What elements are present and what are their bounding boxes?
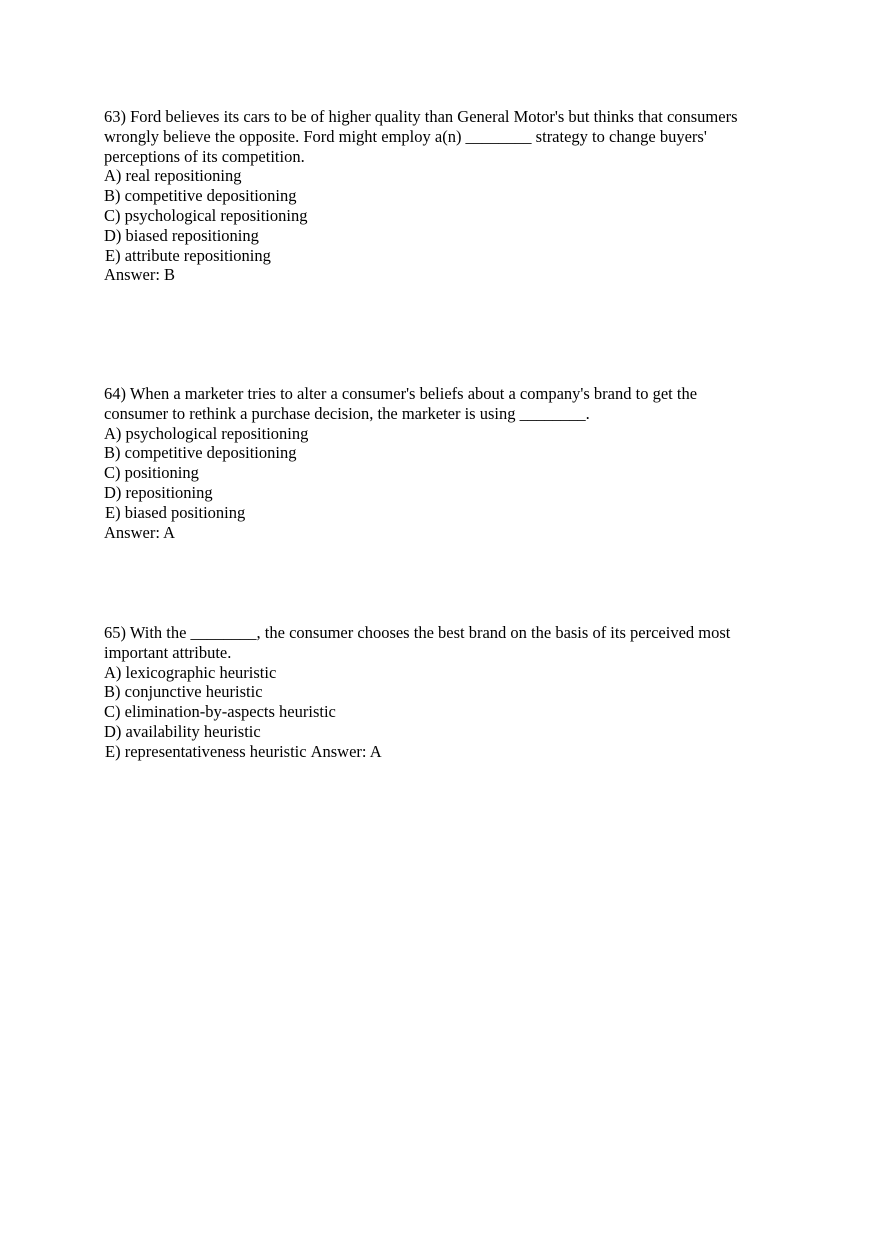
stem-line: 64) When a marketer tries to alter a consumer's beliefs about a company's brand to get the xyxy=(104,384,698,403)
option-d: D) availability heuristic xyxy=(104,721,261,741)
option-b: B) competitive depositioning xyxy=(104,186,297,206)
question-stem xyxy=(104,107,784,166)
option-a: A) lexicographic heuristic xyxy=(104,662,277,682)
option-b: B) conjunctive heuristic xyxy=(104,682,263,702)
option-c: C) psychological repositioning xyxy=(104,205,308,225)
option-e: E) representativeness heuristic xyxy=(105,741,307,761)
option-b: B) competitive depositioning xyxy=(104,443,297,463)
option-e: E) biased positioning xyxy=(105,502,246,522)
question-stem xyxy=(104,384,784,424)
question-65 xyxy=(104,623,784,762)
option-a: A) psychological repositioning xyxy=(104,423,309,443)
answer-line: Answer: A xyxy=(310,741,382,761)
option-e-with-answer xyxy=(104,742,784,762)
stem-line: important attribute. xyxy=(104,642,232,662)
stem-line: 63) Ford believes its cars to be of higher quality than General Motor's but thinks that consumers xyxy=(104,107,738,126)
option-d: D) repositioning xyxy=(104,482,213,502)
stem-line: wrongly believe the opposite. Ford might employ a(n) ________ strategy to change buyers' xyxy=(104,126,707,146)
option-c: C) elimination-by-aspects heuristic xyxy=(104,702,336,722)
stem-line: consumer to rethink a purchase decision, the marketer is using ________. xyxy=(104,403,590,423)
option-e: E) attribute repositioning xyxy=(105,245,271,265)
option-a: A) real repositioning xyxy=(104,166,242,186)
option-d: D) biased repositioning xyxy=(104,225,259,245)
stem-line: 65) With the ________, the consumer chooses the best brand on the basis of its perceived most xyxy=(104,623,731,642)
stem-line: perceptions of its competition. xyxy=(104,146,305,166)
question-63 xyxy=(104,107,784,285)
answer-line: Answer: B xyxy=(104,265,176,285)
question-64 xyxy=(104,384,784,542)
answer-line: Answer: A xyxy=(104,522,176,542)
question-stem xyxy=(104,623,784,663)
option-c: C) positioning xyxy=(104,463,199,483)
